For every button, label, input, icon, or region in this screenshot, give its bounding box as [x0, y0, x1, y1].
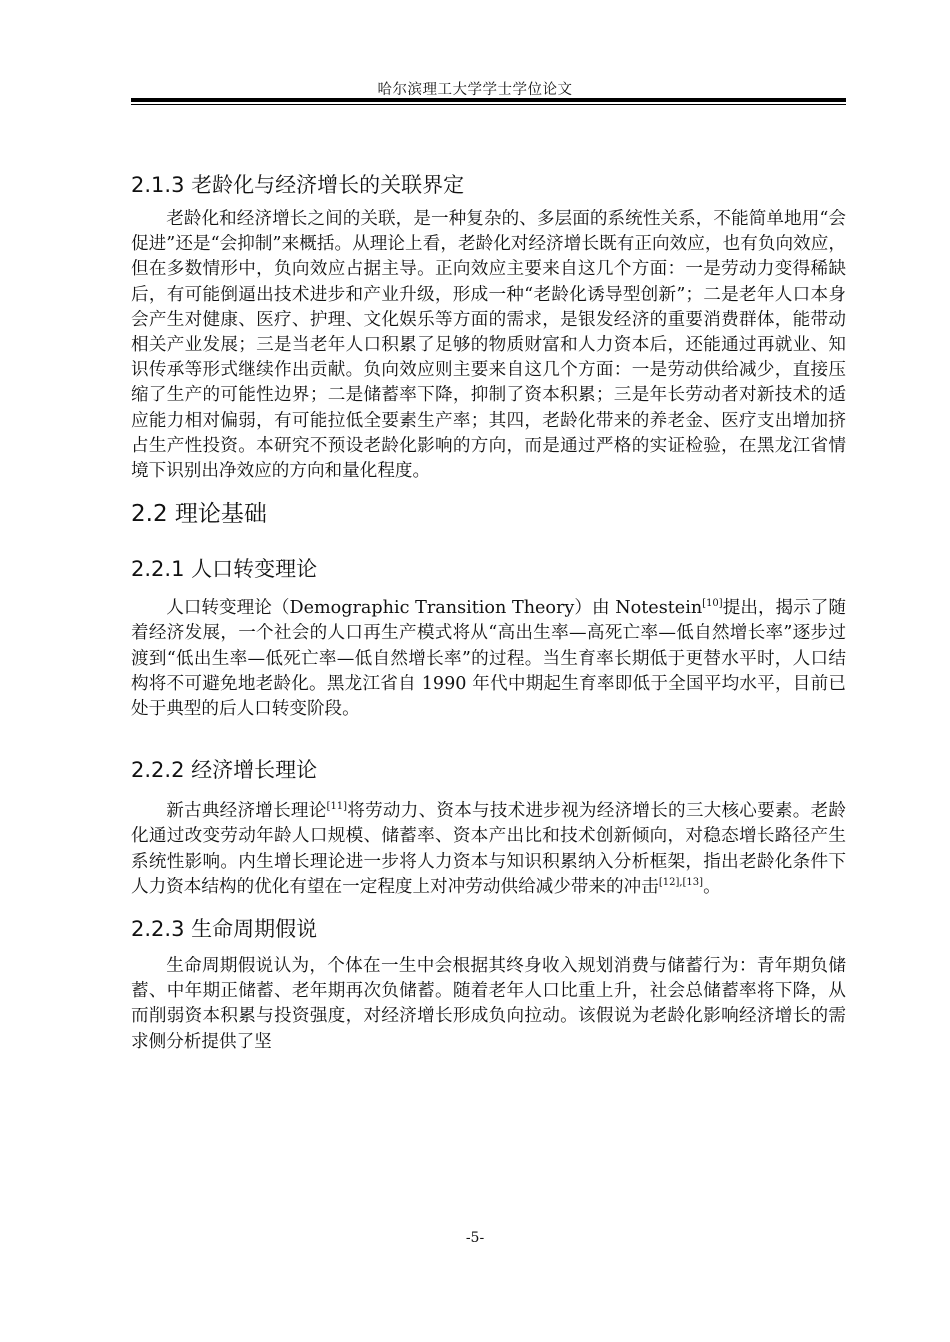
section-heading-2-2-2: 2.2.2 经济增长理论	[131, 758, 318, 783]
section-heading-2-1-3: 2.1.3 老龄化与经济增长的关联界定	[131, 173, 465, 197]
paragraph-2-1-3: 老龄化和经济增长之间的关联，是一种复杂的、多层面的系统性关系，不能简单地用“会促进”还是“会抑制”来概括。从理论上看，老龄化对经济增长既有正向效应，也有负向效应，但在多数情形中，负向效应占据主导。正向效应主要来自这几个方面：一是劳动力变得稀缺后，有可能倒逼出技术进步和产业升级，形成一种“老龄化诱导型创新”；二是老年人口本身会产生对健康、医疗、护理、文化娱乐等方面的需求，是银发经济的重要消费群体，能带动相关产业发展；三是当老年人口积累了足够的物质财富和人力资本后，还能通过再就业、知识传承等形式继续作出贡献。负向效应则主要来自这几个方面：一是劳动供给减少，直接压缩了生产的可能性边界；二是储蓄率下降，抑制了资本积累；三是年长劳动者对新技术的适应能力相对偏弱，有可能拉低全要素生产率；其四，老龄化带来的养老金、医疗支出增加挤占生产性投资。本研究不预设老龄化影响的方向，而是通过严格的实证检验，在黑龙江省情境下识别出净效应的方向和量化程度。	[131, 209, 846, 482]
paragraph-2-2-2-part-c: 。	[703, 876, 721, 897]
paragraph-2-2-1-part-a: 人口转变理论（Demographic Transition Theory）由 Notestein	[166, 598, 703, 619]
paragraph-2-2-3: 生命周期假说认为，个体在一生中会根据其终身收入规划消费与储蓄行为：青年期负储蓄、中年期正储蓄、老年期再次负储蓄。随着老年人口比重上升，社会总储蓄率将下降，从而削弱资本积累与投资强度，对经济增长形成负向拉动。该假说为老龄化影响经济增长的需求侧分析提供了坚	[131, 956, 846, 1052]
citation-10: [10]	[702, 598, 723, 610]
header-rule-thick	[131, 98, 846, 102]
section-heading-2-2-1: 2.2.1 人口转变理论	[131, 557, 318, 582]
page-body	[131, 168, 846, 1055]
section-heading-2-2: 2.2 理论基础	[131, 501, 267, 528]
paragraph-2-2-1-part-b: 提出，揭示了随着经济发展，一个社会的人口再生产模式将从“高出生率—高死亡率—低自然增长率”逐步过渡到“低出生率—低死亡率—低自然增长率”的过程。当生育率长期低于更替水平时，人口结构将不可避免地老龄化。黑龙江省自 1990 年代中期起生育率即低于全国平均水平，目前已处于典型的后人口转变阶段。	[131, 598, 846, 720]
header-rule-thin	[131, 104, 846, 105]
paragraph-2-2-1	[131, 596, 846, 722]
citation-12-13: [12],[13]	[658, 877, 704, 888]
paragraph-2-2-2	[131, 799, 846, 900]
paragraph-2-2-2-part-b: 将劳动力、资本与技术进步视为经济增长的三大核心要素。老龄化通过改变劳动年龄人口规模、储蓄率、资本产出比和技术创新倾向，对稳态增长路径产生系统性影响。内生增长理论进一步将人力资本与知识积累纳入分析框架，指出老龄化条件下人力资本结构的优化有望在一定程度上对冲劳动供给减少带来的冲击	[131, 801, 846, 897]
section-heading-2-2-3: 2.2.3 生命周期假说	[131, 917, 318, 942]
citation-11: [11]	[326, 801, 348, 813]
paragraph-2-2-2-part-a: 新古典经济增长理论	[166, 801, 327, 822]
running-header: 哈尔滨理工大学学士学位论文	[377, 82, 573, 98]
page-number: -5-	[465, 1230, 485, 1246]
